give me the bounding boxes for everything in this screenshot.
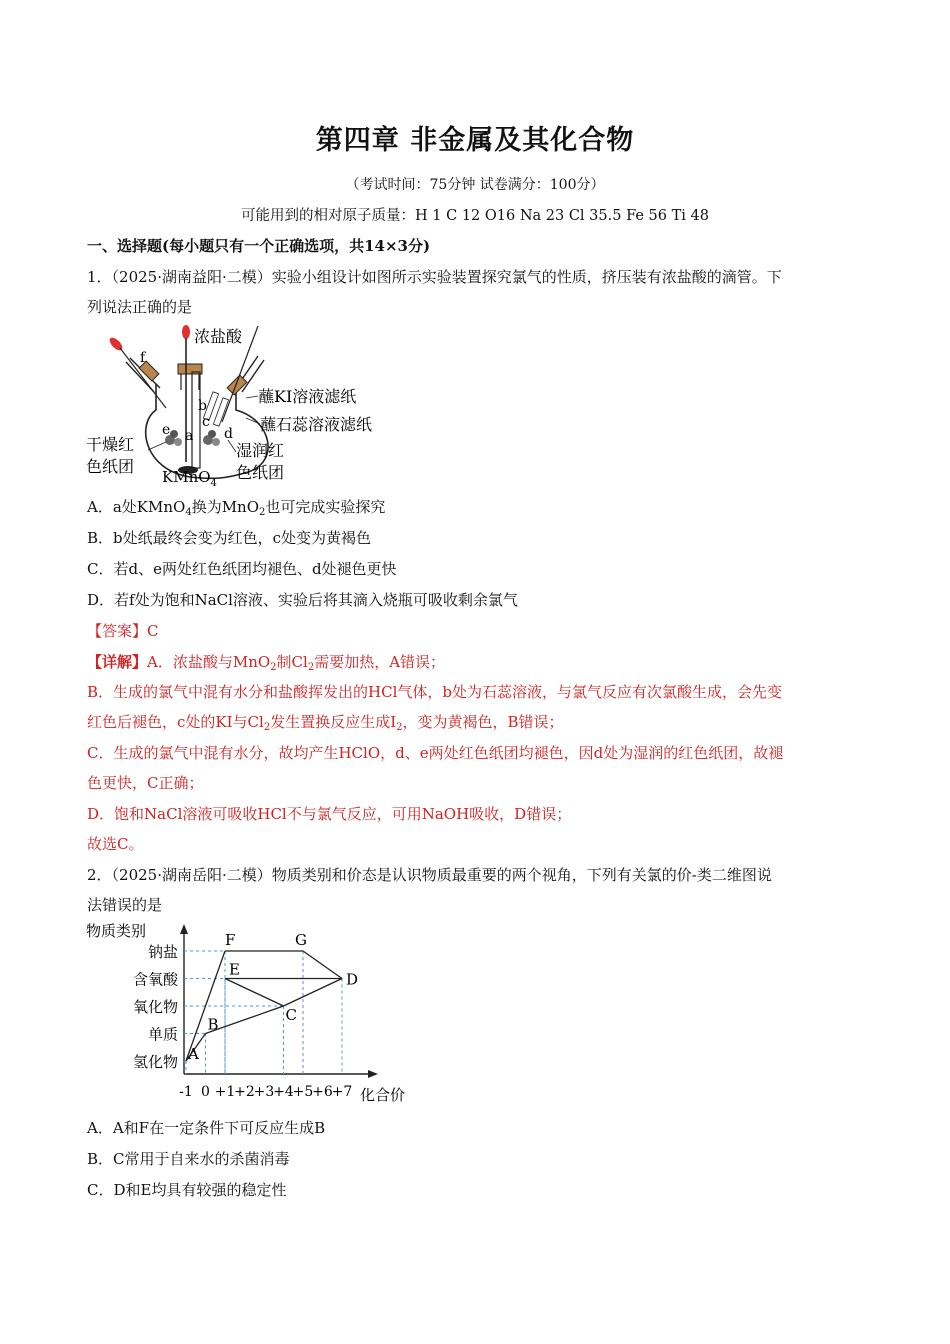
label-d: d [224,426,233,442]
center-dropper-bulb [182,325,190,339]
x-tick-label: 0 [201,1084,210,1100]
page-title: 第四章 非金属及其化合物 [315,125,635,156]
y-axis-label: 物质类别 [86,922,147,940]
point-B: B [207,1015,219,1034]
q1-conclusion: 故选C。 [87,835,144,853]
x-tick-label: +1 [214,1084,236,1100]
q2-option-a: A．A和F在一定条件下可反应生成B [87,1119,326,1137]
label-kmno4: KMnO$_4$ [162,468,217,489]
right-stopper [227,375,247,395]
edge-C-D [284,979,343,1007]
x-axis-arrow [368,1070,378,1078]
y-tick-label: 钠盐 [147,943,178,961]
q1-detail-d: D．饱和NaCl溶液可吸收HCl不与氯气反应，可用NaOH吸收，D错误； [87,805,572,823]
edge-G-D [303,951,342,979]
q1-detail-a: 【详解】A．浓盐酸与MnO$_2$制$Cl_2$需要加热，A错误； [87,653,446,673]
x-tick-label: +4 [273,1084,294,1100]
point-D: D [346,970,359,989]
label-b: b [198,398,207,414]
x-tick-label: +5 [292,1084,314,1100]
label-dry-1: 干燥红 [86,435,135,454]
q1-option-d: D．若f处为饱和NaCl溶液、实验后将其滴入烧瓶可吸收剩余氯气 [87,591,518,609]
label-f: f [140,350,146,366]
valence-class-chart [86,916,406,1106]
q1-stem-line1: 1．（2025·湖南益阳·二模）实验小组设计如图所示实验装置探究氯气的性质，挤压装有浓盐酸的滴管。下 [87,268,782,286]
label-ki: 蘸KI溶液滤纸 [258,387,357,406]
edge-C-E [225,979,284,1007]
exam-info: （考试时间：75分钟 试卷满分：100分） [345,177,605,193]
x-tick-label: -1 [179,1084,193,1100]
atomic-mass-info: 可能用到的相对原子质量：H 1 C 12 O16 Na 23 Cl 35.5 Fe 56 Ti 48 [241,208,709,224]
q1-answer: 【答案】C [87,622,159,640]
point-F: F [225,931,236,949]
y-tick-label: 氧化物 [132,998,178,1016]
x-axis-label: 化合价 [360,1086,406,1104]
q1-detail-b-line2: 红色后褪色，c处的KI与$Cl_2$发生置换反应生成$I_2$，变为黄褐色，B错误； [87,713,564,733]
point-G: G [295,931,307,949]
q2-option-b: B．C常用于自来水的杀菌消毒 [87,1150,290,1168]
q1-detail-c-line2: 色更快，C正确； [87,774,204,792]
x-tick-label: +3 [253,1084,275,1100]
x-tick-label: +2 [234,1084,255,1100]
q1-option-c: C．若d、e两处红色纸团均褪色、d处褪色更快 [87,560,397,578]
label-wet-1: 湿润红 [236,441,285,460]
q1-option-b: B．b处纸最终会变为红色，c处变为黄褐色 [87,529,372,547]
y-tick-label: 含氧酸 [132,970,178,989]
y-axis-arrow [180,924,188,934]
y-tick-label: 氢化物 [132,1053,178,1071]
x-tick-label: +6 [312,1084,333,1100]
label-c: c [202,414,210,430]
section-heading: 一、选择题(每小题只有一个正确选项，共14×3分) [87,237,431,255]
q1-detail-c-line1: C．生成的氯气中混有水分，故均产生HClO，d、e两处红色纸团均褪色，因d处为湿润的红色纸团，故褪 [87,744,784,762]
label-dry-2: 色纸团 [86,457,135,476]
label-a: a [185,428,194,444]
point-C: C [285,1006,297,1024]
q1-apparatus-figure [86,322,386,490]
y-tick-label: 单质 [147,1025,178,1044]
q1-stem-line2: 列说法正确的是 [87,298,193,316]
point-E: E [229,960,240,979]
point-A: A [188,1045,199,1063]
q2-stem-line1: 2．（2025·湖南岳阳·二模）物质类别和价态是认识物质最重要的两个视角，下列有关氯的价-类二维图说 [87,866,772,884]
label-hcl: 浓盐酸 [194,327,243,346]
label-litmus: 蘸石蕊溶液滤纸 [260,415,373,434]
q2-option-c: C．D和E均具有较强的稳定性 [87,1181,287,1199]
q2-stem-line2: 法错误的是 [87,896,163,914]
q1-detail-b-line1: B．生成的氯气中混有水分和盐酸挥发出的HCl气体，b处为石蕊溶液，与氯气反应有次氯酸生成，会先变 [87,683,782,701]
q1-option-a: A．a处KMnO$_4$换为MnO$_2$也可完成实验探究 [87,498,386,518]
label-wet-2: 色纸团 [236,463,285,482]
label-e: e [162,422,171,438]
x-tick-label: +7 [331,1084,353,1100]
